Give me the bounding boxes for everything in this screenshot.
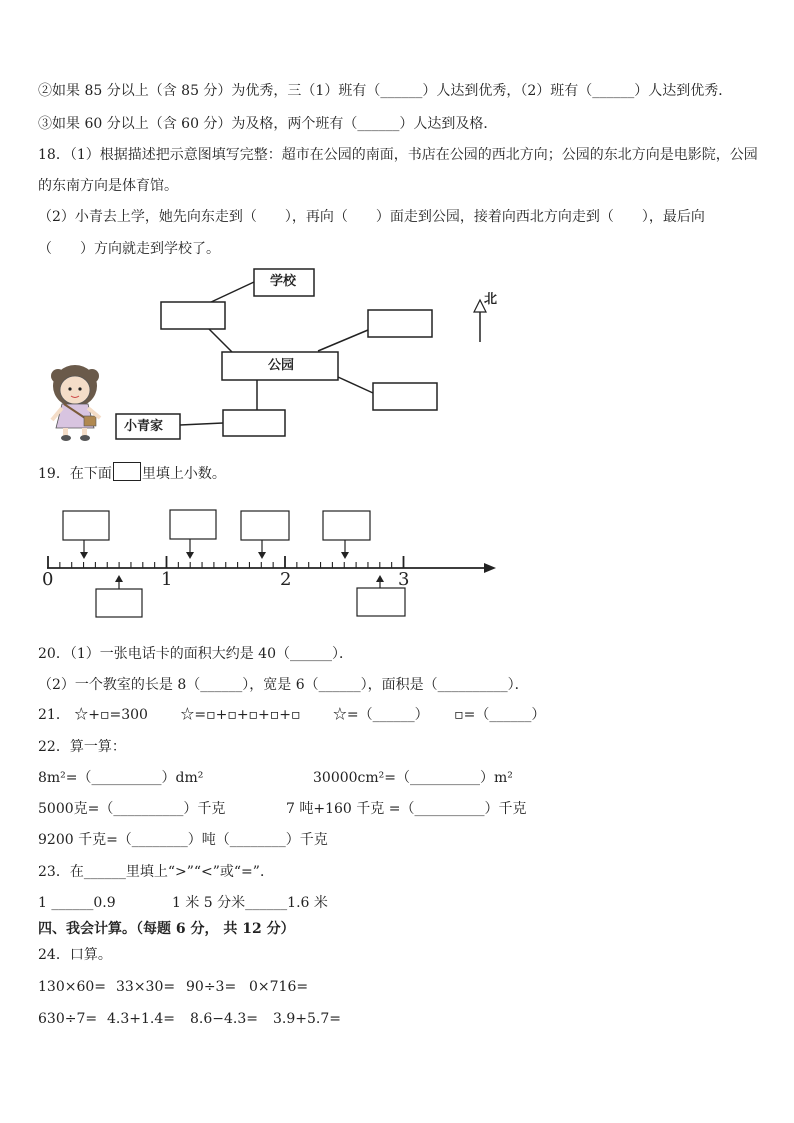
north-label: 北	[484, 292, 498, 307]
q19-line	[38, 462, 226, 484]
q24-title: 24．口算。	[38, 947, 112, 963]
q22-c: 5000克=（__________）千克	[38, 801, 226, 817]
calc-item: 8.6−4.3=	[190, 1011, 258, 1027]
numberline-box-6[interactable]	[357, 588, 405, 616]
q17-part2: ②如果 85 分以上（含 85 分）为优秀，三（1）班有（______）人达到优秀，（2）班有（______）人达到优秀．	[38, 83, 733, 99]
school-label: 学校	[270, 274, 297, 289]
calc-item: 4.3+1.4=	[107, 1011, 175, 1027]
q22-e: 9200 千克=（________）吨（________）千克	[38, 832, 328, 848]
cinema-answer-box[interactable]	[368, 310, 432, 337]
q22-title: 22．算一算：	[38, 739, 126, 755]
lower-answer-boxes	[96, 575, 405, 617]
girl-illustration	[51, 365, 100, 441]
calc-item: 90÷3=	[186, 979, 237, 995]
q20-part2: （2）一个教室的长是 8（______），宽是 6（______），面积是（__________）．	[38, 677, 529, 693]
q23-title: 23．在______里填上“>”“<”或“=”．	[38, 864, 274, 880]
numberline-box-3[interactable]	[241, 511, 289, 540]
q19-square-icon	[113, 462, 141, 481]
q18-part1-line1: 18．（1）根据描述把示意图填写完整：超市在公园的南面，书店在公园的西北方向；公园的东北方向是电影院，公园	[38, 147, 758, 163]
q22-d: 7 吨+160 千克 =（__________）千克	[286, 801, 527, 817]
stadium-answer-box[interactable]	[373, 383, 437, 410]
upper-answer-boxes	[63, 510, 370, 559]
number-line	[47, 556, 496, 573]
calc-item: 0×716=	[249, 979, 309, 995]
q23-b: 1 米 5 分米______1.6 米	[172, 895, 328, 911]
q21: 21． ☆+▫=300 ☆=▫+▫+▫+▫+▫ ☆=（______） ▫=（______）	[38, 707, 546, 723]
numberline-box-2[interactable]	[170, 510, 216, 539]
park-label: 公园	[268, 358, 295, 373]
q22-b: 30000cm²=（__________）m²	[313, 770, 513, 786]
calc-item: 33×30=	[116, 979, 176, 995]
calc-item: 630÷7=	[38, 1011, 98, 1027]
supermarket-answer-box[interactable]	[223, 410, 285, 436]
q17-part3: ③如果 60 分以上（含 60 分）为及格，两个班有（______）人达到及格．	[38, 116, 498, 132]
numberline-label-1: 1	[161, 569, 173, 590]
q18-part1-line2: 的东南方向是体育馆。	[38, 178, 178, 194]
numberline-label-3: 3	[398, 569, 410, 590]
numberline-label-0: 0	[42, 569, 54, 590]
calc-item: 130×60=	[38, 979, 106, 995]
q22-a: 8m²=（__________）dm²	[38, 770, 204, 786]
q19-post: 里填上小数。	[141, 466, 226, 482]
q23-a: 1 ______0.9	[38, 895, 116, 911]
q18-part2-line2: （ ）方向就走到学校了。	[38, 241, 220, 257]
numberline-label-2: 2	[280, 569, 292, 590]
bookstore-answer-box[interactable]	[161, 302, 225, 329]
section-4-heading: 四、我会计算。（每题 6 分， 共 12 分）	[38, 921, 295, 937]
q18-part2-line1: （2）小青去上学，她先向东走到（ ），再向（ ）面走到公园，接着向西北方向走到（ ），最后向	[38, 209, 705, 225]
numberline-box-1[interactable]	[63, 511, 109, 540]
numberline-box-4[interactable]	[323, 511, 370, 540]
q20-part1: 20．（1）一张电话卡的面积大约是 40（______）．	[38, 646, 353, 662]
numberline-box-5[interactable]	[96, 589, 142, 617]
home-label: 小青家	[124, 419, 164, 434]
calc-item: 3.9+5.7=	[273, 1011, 341, 1027]
q19-pre: 19．在下面	[38, 466, 112, 482]
number-line-arrow-icon	[484, 563, 496, 573]
